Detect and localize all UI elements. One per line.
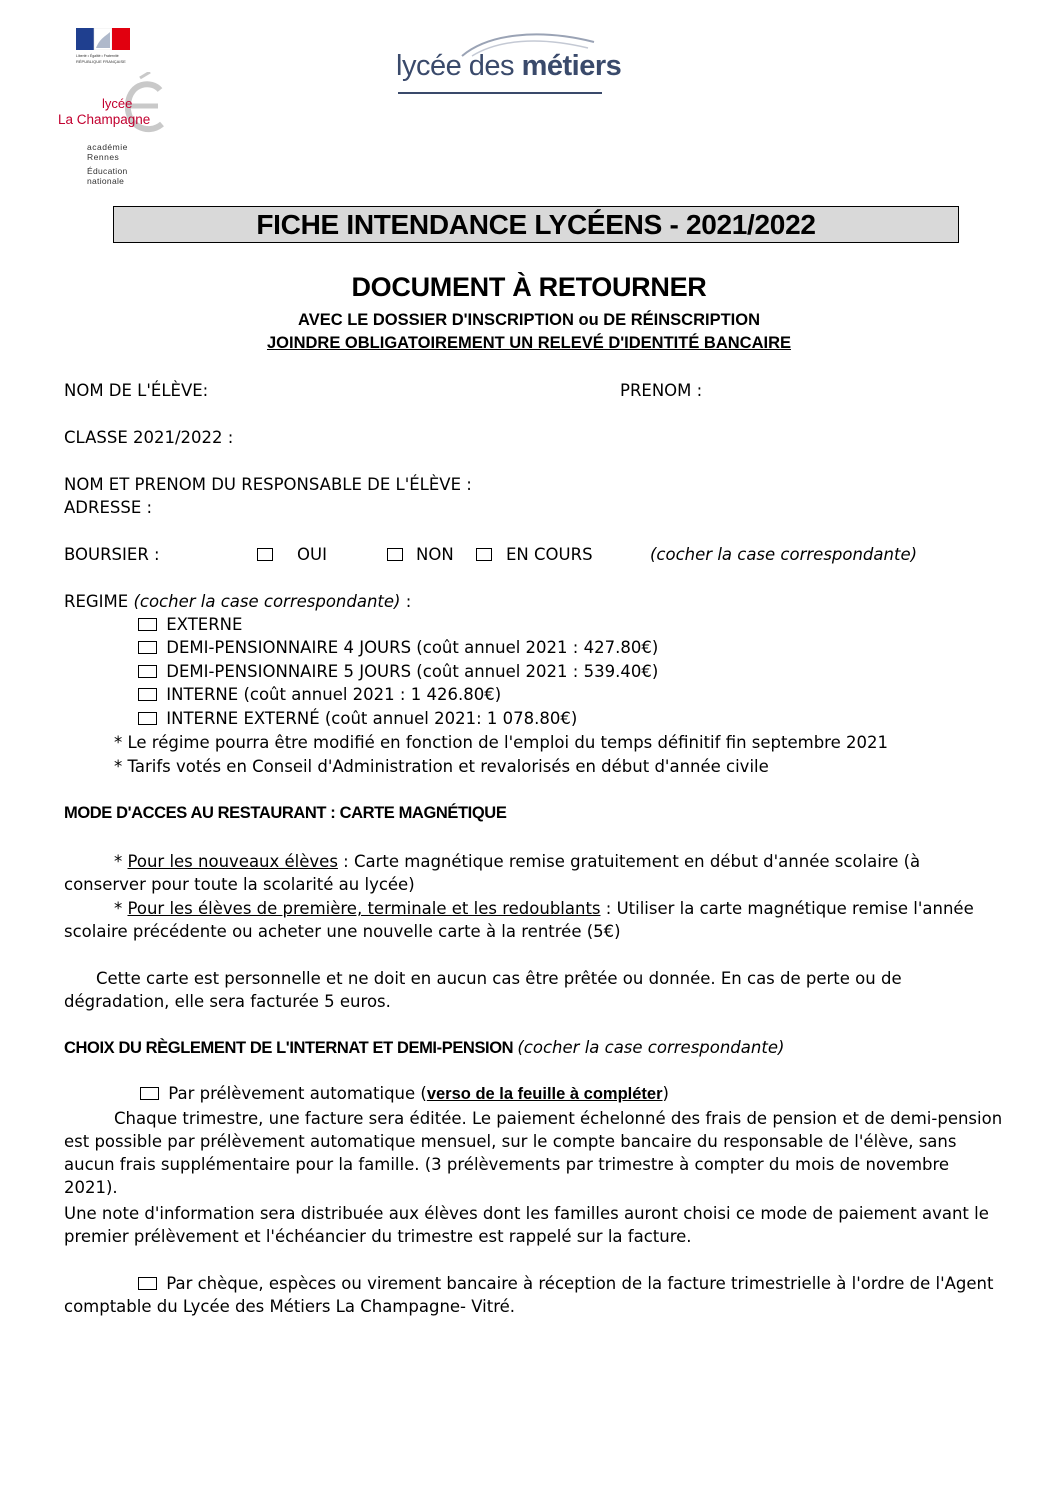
boursier-en-cours-checkbox[interactable] <box>476 548 492 561</box>
regime-option-externe[interactable] <box>138 615 242 634</box>
regime-option-interne-externe[interactable] <box>138 709 577 728</box>
acces-star: * <box>114 899 128 918</box>
regime-dp5-checkbox[interactable] <box>138 665 157 678</box>
regime-note-1: * Le régime pourra être modifié en fonction de l'emploi du temps définitif fin septembre 2021 <box>114 733 888 752</box>
reglement-option-cheque[interactable] <box>64 1272 1004 1318</box>
regime-externe-checkbox[interactable] <box>138 618 157 631</box>
rennes-label: Rennes <box>87 152 120 162</box>
reglement-paragraph-trimestre: Chaque trimestre, une facture sera éditée. Le paiement échelonné des frais de pension et de demi-pension est possible par prélèvement automatique mensuel, sur le compte bancaire du responsable de l'élève, sans aucun frais supplémentaire pour la famille. (3 prélèvements par trimestre à compter du mois de novembre 2021). <box>64 1109 1003 1197</box>
regime-option-interne[interactable] <box>138 685 501 704</box>
subheading-dossier: AVEC LE DOSSIER D'INSCRIPTION ou DE RÉINSCRIPTION <box>298 311 760 329</box>
acces-heading: MODE D'ACCES AU RESTAURANT : CARTE MAGNÉTIQUE <box>64 804 507 822</box>
reglement-option-prelevement[interactable] <box>140 1084 669 1104</box>
brand-metiers: métiers <box>521 50 622 82</box>
regime-label: REGIME <box>64 592 134 611</box>
acces-paragraph-anciens <box>64 897 1004 943</box>
boursier-label: BOURSIER : <box>64 545 160 564</box>
republique-motto: Liberté • Égalité • Fraternité <box>76 54 119 58</box>
regime-colon: : <box>400 592 412 611</box>
regime-option-label: EXTERNE <box>166 615 243 634</box>
prelevement-checkbox[interactable] <box>140 1087 159 1100</box>
boursier-hint: (cocher la case correspondante) <box>650 545 918 564</box>
boursier-non-checkbox[interactable] <box>387 548 403 561</box>
reglement-heading: CHOIX DU RÈGLEMENT DE L'INTERNAT ET DEMI-PENSION <box>64 1039 518 1057</box>
subheading-rib: JOINDRE OBLIGATOIREMENT UN RELEVÉ D'IDENTITÉ BANCAIRE <box>266 334 791 352</box>
field-nom-label: NOM DE L'ÉLÈVE: <box>64 381 209 400</box>
lycee-des-metiers-logo <box>396 28 622 98</box>
regime-option-label: INTERNE (coût annuel 2021 : 1 426.80€) <box>166 685 502 704</box>
regime-option-label: INTERNE EXTERNÉ (coût annuel 2021: 1 078.80€) <box>166 709 578 728</box>
prelevement-label-a: Par prélèvement automatique ( <box>168 1084 427 1103</box>
brand-underline <box>398 92 602 94</box>
lycee-label: lycée <box>102 96 133 111</box>
cheque-checkbox[interactable] <box>138 1277 157 1290</box>
republique-label: RÉPUBLIQUE FRANÇAISE <box>76 59 126 64</box>
regime-option-dp5[interactable] <box>138 662 658 681</box>
acces-nouveaux-underlined: Pour les nouveaux élèves <box>127 852 338 871</box>
acces-anciens-text: : Utiliser la carte magnétique remise l'année scolaire précédente ou acheter une nouvelle carte à la rentrée (5€) <box>64 899 974 941</box>
la-champagne-label: La Champagne <box>58 112 151 127</box>
reglement-paragraph-note: Une note d'information sera distribuée aux élèves dont les familles auront choisi ce mode de paiement avant le premier prélèvement et l'échéancier du trimestre est rappelé sur la facture. <box>64 1204 989 1246</box>
field-classe-label: CLASSE 2021/2022 : <box>64 428 234 447</box>
academie-label: académie <box>87 142 128 152</box>
marianne-flag-icon <box>76 28 130 50</box>
regime-interne-externe-checkbox[interactable] <box>138 712 157 725</box>
regime-note-2: * Tarifs votés en Conseil d'Administration et revalorisés en début d'année civile <box>114 757 769 776</box>
document-heading: DOCUMENT À RETOURNER <box>351 272 707 302</box>
education-label: Éducation <box>87 166 128 176</box>
regime-heading <box>64 592 411 611</box>
nationale-label: nationale <box>87 176 125 186</box>
boursier-oui-label: OUI <box>297 545 327 564</box>
regime-hint: (cocher la case correspondante) <box>133 592 401 611</box>
prelevement-label-c: ) <box>662 1084 669 1103</box>
regime-interne-checkbox[interactable] <box>138 688 157 701</box>
boursier-oui-checkbox[interactable] <box>257 548 273 561</box>
prelevement-label-verso: verso de la feuille à compléter <box>426 1085 663 1103</box>
reglement-heading-line <box>64 1038 784 1058</box>
regime-option-label: DEMI-PENSIONNAIRE 5 JOURS (coût annuel 2021 : 539.40€) <box>166 662 659 681</box>
republique-francaise-logo <box>76 28 130 66</box>
regime-dp4-checkbox[interactable] <box>138 641 157 654</box>
acces-anciens-underlined: Pour les élèves de première, terminale et les redoublants <box>127 899 601 918</box>
acces-nouveaux-text: : Carte magnétique remise gratuitement en début d'année scolaire (à conserver pour toute la scolarité au lycée) <box>64 852 921 894</box>
page-title: FICHE INTENDANCE LYCÉENS - 2021/2022 <box>113 206 959 243</box>
lycee-la-champagne-logo <box>56 72 176 192</box>
boursier-en-cours-label: EN COURS <box>506 545 593 564</box>
cheque-label: Par chèque, espèces ou virement bancaire à réception de la facture trimestrielle à l'ordre de l'Agent comptable du Lycée des Métiers La Champagne- Vitré. <box>64 1274 994 1316</box>
field-adresse-label: ADRESSE : <box>64 498 153 517</box>
boursier-non-label: NON <box>416 545 454 564</box>
acces-paragraph-nouveaux <box>64 850 1004 896</box>
field-prenom-label: PRENOM : <box>620 381 703 400</box>
acces-star: * <box>114 852 128 871</box>
brand-lycee-des: lycée des <box>396 50 522 82</box>
field-responsable-label: NOM ET PRENOM DU RESPONSABLE DE L'ÉLÈVE : <box>64 475 472 494</box>
reglement-hint: (cocher la case correspondante) <box>517 1038 785 1057</box>
acces-paragraph-carte: Cette carte est personnelle et ne doit en aucun cas être prêtée ou donnée. En cas de perte ou de dégradation, elle sera facturée 5 euros. <box>64 969 902 1011</box>
regime-option-label: DEMI-PENSIONNAIRE 4 JOURS (coût annuel 2021 : 427.80€) <box>166 638 659 657</box>
regime-option-dp4[interactable] <box>138 638 658 657</box>
